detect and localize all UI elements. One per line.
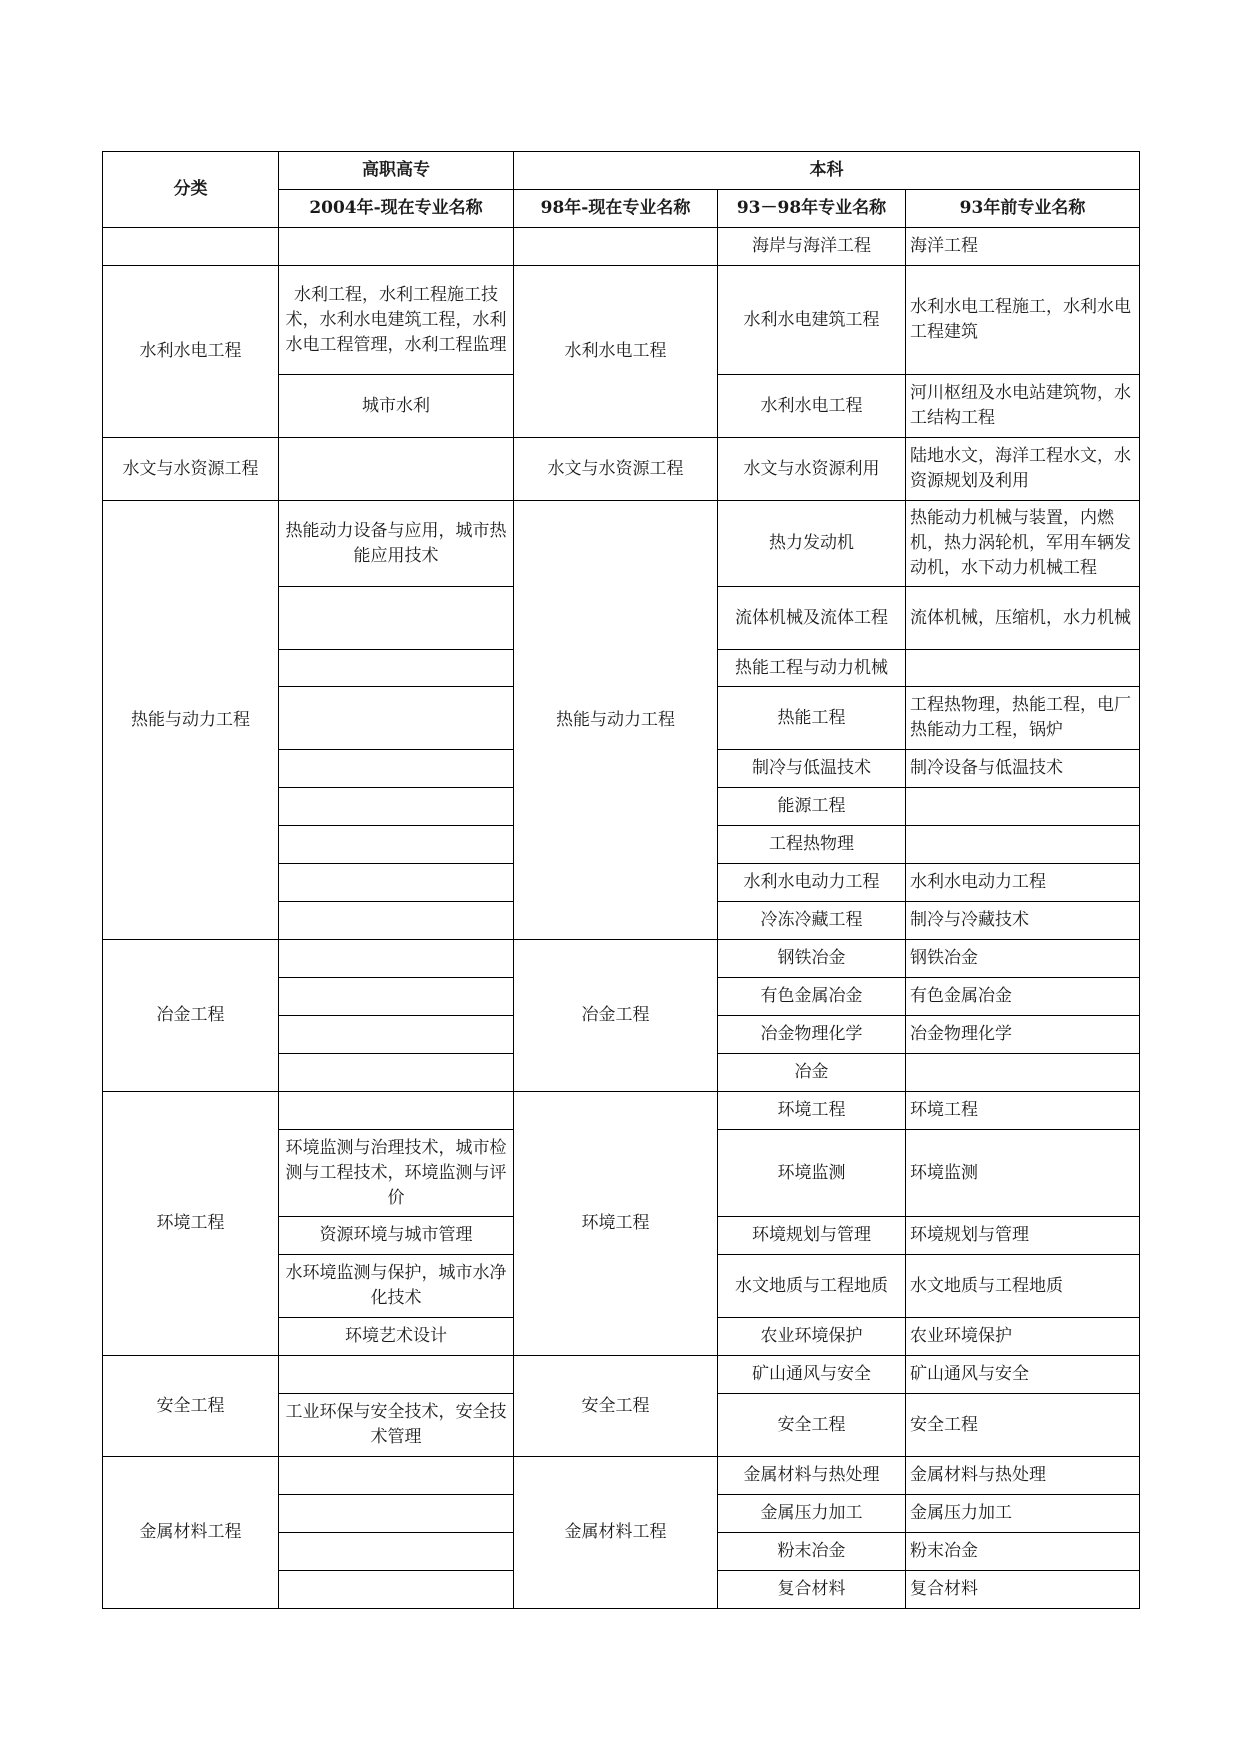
ug-pre93-cell: 制冷设备与低温技术 — [906, 750, 1140, 788]
ug-pre93-cell: 农业环境保护 — [906, 1318, 1140, 1356]
ug93-98-cell: 流体机械及流体工程 — [718, 587, 906, 650]
ug-pre93-cell: 流体机械，压缩机，水力机械 — [906, 587, 1140, 650]
vocational-cell — [279, 1571, 514, 1609]
header-vocational: 高职高专 — [279, 152, 514, 190]
ug93-98-cell: 海岸与海洋工程 — [718, 228, 906, 266]
ug-pre93-cell: 热能动力机械与装置，内燃机，热力涡轮机，军用车辆发动机，水下动力机械工程 — [906, 501, 1140, 587]
ug93-98-cell: 粉末冶金 — [718, 1533, 906, 1571]
ug-pre93-cell: 复合材料 — [906, 1571, 1140, 1609]
vocational-cell — [279, 940, 514, 978]
vocational-cell — [279, 650, 514, 687]
category-cell: 安全工程 — [103, 1356, 279, 1457]
category-cell: 水文与水资源工程 — [103, 438, 279, 501]
ug93-98-cell: 环境规划与管理 — [718, 1217, 906, 1255]
ug93-98-cell: 农业环境保护 — [718, 1318, 906, 1356]
vocational-cell — [279, 864, 514, 902]
ug93-98-cell: 热能工程 — [718, 687, 906, 750]
vocational-cell: 环境艺术设计 — [279, 1318, 514, 1356]
ug93-98-cell: 矿山通风与安全 — [718, 1356, 906, 1394]
table-row — [103, 940, 1140, 978]
header-ug-pre93: 93年前专业名称 — [906, 190, 1140, 228]
header-undergraduate: 本科 — [514, 152, 1140, 190]
ug-pre93-cell — [906, 650, 1140, 687]
header-vocational-2004: 2004年-现在专业名称 — [279, 190, 514, 228]
ug93-98-cell: 冶金 — [718, 1054, 906, 1092]
major-comparison-table — [102, 151, 1140, 1609]
ug-pre93-cell — [906, 788, 1140, 826]
vocational-cell: 工业环保与安全技术，安全技术管理 — [279, 1394, 514, 1457]
ug-pre93-cell — [906, 826, 1140, 864]
vocational-cell — [279, 1495, 514, 1533]
vocational-cell — [279, 1533, 514, 1571]
ug-pre93-cell: 环境工程 — [906, 1092, 1140, 1130]
ug-pre93-cell: 金属压力加工 — [906, 1495, 1140, 1533]
vocational-cell: 水利工程，水利工程施工技术，水利水电建筑工程，水利水电工程管理，水利工程监理 — [279, 266, 514, 375]
table-row — [103, 266, 1140, 375]
ug-pre93-cell: 环境监测 — [906, 1130, 1140, 1217]
vocational-cell — [279, 438, 514, 501]
header-category: 分类 — [103, 152, 279, 228]
ug-pre93-cell: 金属材料与热处理 — [906, 1457, 1140, 1495]
vocational-cell: 城市水利 — [279, 375, 514, 438]
table-row — [103, 438, 1140, 501]
ug93-98-cell: 钢铁冶金 — [718, 940, 906, 978]
ug93-98-cell: 水文地质与工程地质 — [718, 1255, 906, 1318]
category-cell — [103, 228, 279, 266]
ug93-98-cell: 金属材料与热处理 — [718, 1457, 906, 1495]
vocational-cell — [279, 902, 514, 940]
ug93-98-cell: 水利水电建筑工程 — [718, 266, 906, 375]
ug-pre93-cell: 环境规划与管理 — [906, 1217, 1140, 1255]
vocational-cell — [279, 687, 514, 750]
vocational-cell — [279, 978, 514, 1016]
ug93-98-cell: 工程热物理 — [718, 826, 906, 864]
table-row — [103, 228, 1140, 266]
ug93-98-cell: 热力发动机 — [718, 501, 906, 587]
vocational-cell — [279, 1457, 514, 1495]
category-cell: 金属材料工程 — [103, 1457, 279, 1609]
ug-pre93-cell — [906, 1054, 1140, 1092]
category-cell: 热能与动力工程 — [103, 501, 279, 940]
header-ug-98: 98年-现在专业名称 — [514, 190, 718, 228]
header-row-1 — [103, 152, 1140, 190]
ug-pre93-cell: 水利水电工程施工，水利水电工程建筑 — [906, 266, 1140, 375]
table-row — [103, 1457, 1140, 1495]
ug-pre93-cell: 矿山通风与安全 — [906, 1356, 1140, 1394]
ug93-98-cell: 水利水电工程 — [718, 375, 906, 438]
ug-pre93-cell: 河川枢纽及水电站建筑物，水工结构工程 — [906, 375, 1140, 438]
ug-pre93-cell: 有色金属冶金 — [906, 978, 1140, 1016]
table-row — [103, 501, 1140, 587]
ug93-98-cell: 复合材料 — [718, 1571, 906, 1609]
ug-pre93-cell: 水文地质与工程地质 — [906, 1255, 1140, 1318]
ug-pre93-cell: 粉末冶金 — [906, 1533, 1140, 1571]
vocational-cell: 热能动力设备与应用，城市热能应用技术 — [279, 501, 514, 587]
ug93-98-cell: 环境工程 — [718, 1092, 906, 1130]
ug98-cell: 冶金工程 — [514, 940, 718, 1092]
ug93-98-cell: 冷冻冷藏工程 — [718, 902, 906, 940]
ug-pre93-cell: 冶金物理化学 — [906, 1016, 1140, 1054]
ug-pre93-cell: 海洋工程 — [906, 228, 1140, 266]
ug93-98-cell: 环境监测 — [718, 1130, 906, 1217]
ug93-98-cell: 有色金属冶金 — [718, 978, 906, 1016]
ug-pre93-cell: 工程热物理，热能工程，电厂热能动力工程，锅炉 — [906, 687, 1140, 750]
vocational-cell — [279, 587, 514, 650]
ug-pre93-cell: 安全工程 — [906, 1394, 1140, 1457]
ug93-98-cell: 冶金物理化学 — [718, 1016, 906, 1054]
vocational-cell — [279, 826, 514, 864]
ug93-98-cell: 水利水电动力工程 — [718, 864, 906, 902]
vocational-cell — [279, 1054, 514, 1092]
ug98-cell: 水利水电工程 — [514, 266, 718, 438]
ug98-cell: 水文与水资源工程 — [514, 438, 718, 501]
category-cell: 水利水电工程 — [103, 266, 279, 438]
vocational-cell — [279, 1356, 514, 1394]
ug93-98-cell: 热能工程与动力机械 — [718, 650, 906, 687]
ug98-cell — [514, 228, 718, 266]
vocational-cell: 水环境监测与保护，城市水净化技术 — [279, 1255, 514, 1318]
vocational-cell — [279, 1016, 514, 1054]
table-row — [103, 1092, 1140, 1130]
ug93-98-cell: 水文与水资源利用 — [718, 438, 906, 501]
header-ug-93-98: 93－98年专业名称 — [718, 190, 906, 228]
ug-pre93-cell: 钢铁冶金 — [906, 940, 1140, 978]
vocational-cell: 资源环境与城市管理 — [279, 1217, 514, 1255]
ug-pre93-cell: 制冷与冷藏技术 — [906, 902, 1140, 940]
table-row — [103, 1356, 1140, 1394]
ug-pre93-cell: 水利水电动力工程 — [906, 864, 1140, 902]
ug93-98-cell: 金属压力加工 — [718, 1495, 906, 1533]
category-cell: 冶金工程 — [103, 940, 279, 1092]
ug93-98-cell: 能源工程 — [718, 788, 906, 826]
ug98-cell: 热能与动力工程 — [514, 501, 718, 940]
vocational-cell — [279, 788, 514, 826]
ug98-cell: 环境工程 — [514, 1092, 718, 1356]
ug93-98-cell: 制冷与低温技术 — [718, 750, 906, 788]
vocational-cell — [279, 1092, 514, 1130]
vocational-cell — [279, 228, 514, 266]
category-cell: 环境工程 — [103, 1092, 279, 1356]
vocational-cell — [279, 750, 514, 788]
ug-pre93-cell: 陆地水文，海洋工程水文，水资源规划及利用 — [906, 438, 1140, 501]
ug98-cell: 金属材料工程 — [514, 1457, 718, 1609]
ug93-98-cell: 安全工程 — [718, 1394, 906, 1457]
ug98-cell: 安全工程 — [514, 1356, 718, 1457]
vocational-cell: 环境监测与治理技术，城市检测与工程技术，环境监测与评价 — [279, 1130, 514, 1217]
